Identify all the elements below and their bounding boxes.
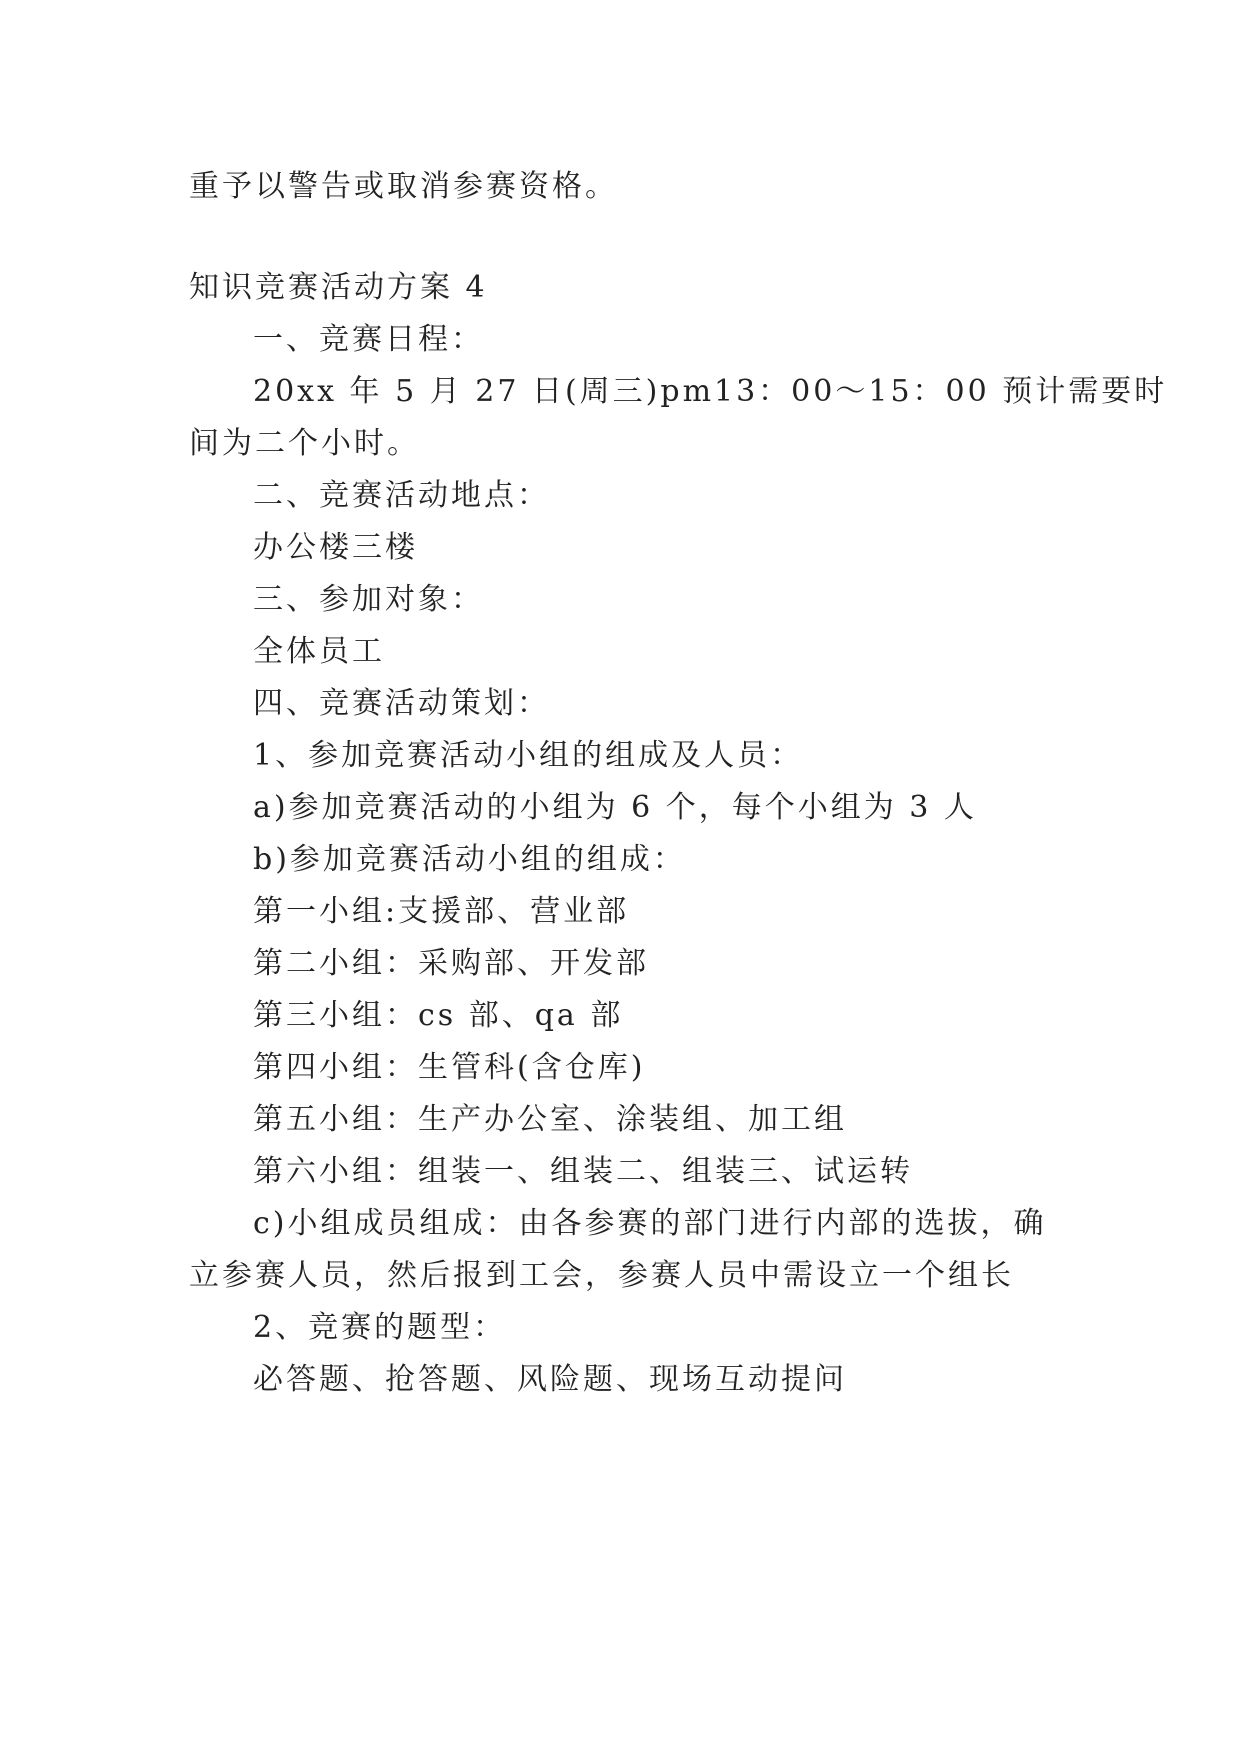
heading-planning: 四、竞赛活动策划：	[253, 686, 550, 721]
group-6: 第六小组：组装一、组装二、组装三、试运转	[253, 1154, 913, 1189]
subheading-groups: 1、参加竞赛活动小组的组成及人员：	[253, 738, 804, 773]
paragraph-continuation: 重予以警告或取消参赛资格。	[189, 169, 618, 204]
item-c-line2: 立参赛人员，然后报到工会，参赛人员中需设立一个组长	[189, 1258, 1014, 1293]
group-1: 第一小组:支援部、营业部	[253, 894, 630, 929]
group-3: 第三小组：cs 部、qa 部	[253, 998, 624, 1033]
heading-schedule: 一、竞赛日程：	[253, 322, 484, 357]
participants-text: 全体员工	[253, 634, 385, 669]
item-b: b)参加竞赛活动小组的组成：	[253, 842, 686, 877]
schedule-text-line1: 20xx 年 5 月 27 日(周三)pm13：00～15：00 预计需要时	[253, 374, 1168, 409]
group-2: 第二小组：采购部、开发部	[253, 946, 649, 981]
heading-participants: 三、参加对象：	[253, 582, 484, 617]
location-text: 办公楼三楼	[253, 530, 418, 565]
item-c-line1: c)小组成员组成：由各参赛的部门进行内部的选拔，确	[253, 1206, 1047, 1241]
section-title: 知识竞赛活动方案 4	[189, 270, 488, 305]
subheading-question-types: 2、竞赛的题型：	[253, 1310, 507, 1345]
schedule-text-line2: 间为二个小时。	[189, 426, 420, 461]
question-types-text: 必答题、抢答题、风险题、现场互动提问	[253, 1362, 847, 1397]
group-5: 第五小组：生产办公室、涂装组、加工组	[253, 1102, 847, 1137]
item-a: a)参加竞赛活动的小组为 6 个，每个小组为 3 人	[253, 790, 977, 825]
heading-location: 二、竞赛活动地点：	[253, 478, 550, 513]
group-4: 第四小组：生管科(含仓库)	[253, 1050, 646, 1085]
